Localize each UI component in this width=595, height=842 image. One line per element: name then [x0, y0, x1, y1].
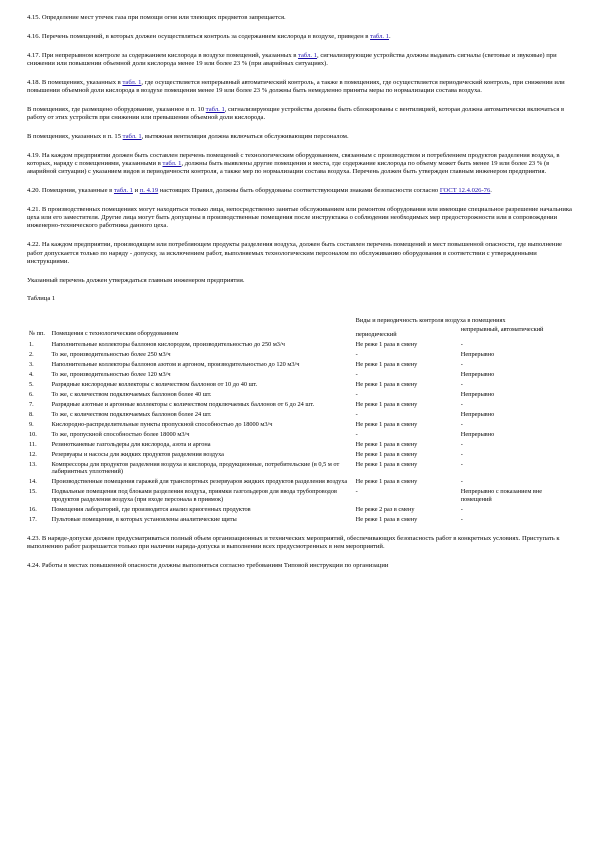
- row-continuous: -: [460, 450, 463, 458]
- row-periodic: Не реже 1 раза в смену: [355, 450, 418, 458]
- row-continuous: -: [460, 341, 463, 349]
- table-caption: Таблица 1: [27, 295, 56, 303]
- paragraph-text: , где осуществляется непрерывный автоматический контроль, а также в помещениях, где осуществляется периодический контроль, при снижении или повышении объемной доли кислорода в воздухе помещения менее 19 или более 23 % должны быть немедленно приняты меры по нормализации состава воздуха.: [27, 78, 565, 94]
- reference-link[interactable]: табл. 1: [113, 187, 133, 195]
- paragraph-text: 4.23. В наряде-допуске должен предусматриваться полный объем организационных и технических мероприятий, обеспечивающих безопасность работ в конкретных условиях. Приступать к выполнению работ разрешается только при наличии наряда-допуска и выполнении всех предусмотренных в нем мероприятий.: [27, 534, 560, 550]
- row-continuous: Непрерывно: [460, 390, 495, 398]
- row-continuous: Непрерывно: [460, 351, 495, 359]
- row-room: То же, с количеством подключаемых баллонов более 24 шт.: [51, 410, 212, 418]
- row-number: 5.: [29, 380, 34, 388]
- row-continuous: -: [460, 505, 463, 513]
- table-row: [27, 460, 567, 478]
- row-number: 1.: [29, 341, 34, 349]
- row-number: 14.: [29, 478, 37, 486]
- table-row: [27, 370, 567, 380]
- row-room: Наполнительные коллекторы баллонов кислородом, производительностью до 250 м3/ч: [51, 341, 285, 349]
- row-room: Помещения лабораторий, где производится анализ криогенных продуктов: [51, 505, 251, 513]
- row-periodic: Не реже 1 раза в смену: [355, 478, 418, 486]
- row-number: 2.: [29, 351, 34, 359]
- paragraph: [27, 106, 572, 123]
- row-periodic: Не реже 1 раза в смену: [355, 341, 418, 349]
- reference-link[interactable]: табл. 1: [122, 132, 142, 140]
- paragraph: [27, 535, 572, 552]
- row-number: 8.: [29, 410, 34, 418]
- table-row: [27, 410, 567, 420]
- row-continuous: Непрерывно с показанием вне помещений: [460, 488, 543, 503]
- paragraph: [27, 133, 572, 141]
- row-continuous: -: [460, 361, 463, 369]
- row-room: Резервуары и насосы для жидких продуктов разделения воздуха: [51, 450, 224, 458]
- reference-link[interactable]: п. 4.19: [139, 187, 159, 195]
- table-body: [27, 340, 567, 525]
- row-room: Разрядные кислородные коллекторы с количеством баллонов от 10 до 40 шт.: [51, 380, 258, 388]
- row-periodic: -: [355, 410, 358, 418]
- rooms-table: [27, 316, 567, 525]
- row-periodic: Не реже 1 раза в смену: [355, 361, 418, 369]
- table-row: [27, 515, 567, 525]
- row-number: 15.: [29, 488, 37, 496]
- document-page: [27, 14, 572, 580]
- paragraph-text: и: [132, 187, 140, 195]
- table-row: [27, 450, 567, 460]
- paragraph: [27, 241, 572, 266]
- paragraph-text: 4.24. Работы в местах повышенной опасности должны выполняться согласно требованиям Типовой инструкции по организации: [27, 561, 389, 569]
- paragraph-text: 4.16. Перечень помещений, в которых должен осуществляться контроль за содержанием кислорода в воздухе, приведен в: [27, 32, 371, 40]
- row-periodic: -: [355, 390, 358, 398]
- reference-link[interactable]: ГОСТ 12.4.026-76: [439, 187, 491, 195]
- row-room: Кислородно-распределительные пункты пропускной способностью до 18000 м3/ч: [51, 420, 273, 428]
- row-room: То же, производительностью более 250 м3/ч: [51, 351, 171, 359]
- table-row: [27, 487, 567, 505]
- paragraph: [27, 562, 572, 570]
- paragraph-text: , вытяжная вентиляция должна включаться обслуживающим персоналом.: [141, 132, 349, 140]
- header-control-group: Виды и периодичность контроля воздуха в помещениях: [355, 316, 506, 324]
- row-number: 7.: [29, 400, 34, 408]
- row-continuous: -: [460, 420, 463, 428]
- paragraph-text: Указанный перечень должен утверждаться главным инженером предприятия.: [27, 276, 245, 284]
- reference-link[interactable]: табл. 1: [298, 51, 318, 59]
- row-continuous: -: [460, 380, 463, 388]
- row-number: 3.: [29, 361, 34, 369]
- reference-link[interactable]: табл. 1: [122, 78, 142, 86]
- bottom-section: [27, 535, 572, 570]
- row-periodic: -: [355, 351, 358, 359]
- paragraph-text: настоящих Правил, должны быть оборудованы соответствующими знаками безопасности согласно: [158, 187, 440, 195]
- row-periodic: Не реже 1 раза в смену: [355, 420, 418, 428]
- row-number: 16.: [29, 505, 37, 513]
- paragraph-text: , должны быть выявлены другие помещения и места, где содержание кислорода по объему может быть менее 19 или более 23 % (в аварийной ситуации) с указанием видов и периодичности контроля, а также мер по нормализации состава воздуха. Перечень должен быть утвержден главным инженером предприятия.: [27, 159, 550, 176]
- row-periodic: Не реже 1 раза в смену: [355, 440, 418, 448]
- paragraph-text: , сигнализирующие устройства должны быть сблокированы с вентиляцией, которая должна автоматически включаться в работу от этих устройств при снижении или превышении объемной доли кислорода.: [27, 105, 565, 122]
- paragraph-text: В помещениях, указанных в п. 15: [27, 132, 123, 140]
- row-continuous: Непрерывно: [460, 430, 495, 438]
- paragraph-text: 4.17. При непрерывном контроле за содержанием кислорода в воздухе помещений, указанных в: [27, 51, 299, 59]
- row-number: 9.: [29, 420, 34, 428]
- table-row: [27, 440, 567, 450]
- table-row: [27, 400, 567, 410]
- paragraph: [27, 14, 572, 22]
- row-room: То же, пропускной способностью более 18000 м3/ч: [51, 430, 190, 438]
- row-continuous: -: [460, 400, 463, 408]
- row-room: Пультовые помещения, в которых установлены аналитические щиты: [51, 515, 237, 523]
- reference-link[interactable]: табл. 1: [370, 32, 389, 40]
- row-number: 4.: [29, 371, 34, 379]
- table-row: [27, 390, 567, 400]
- paragraph-text: В помещениях, где размещено оборудование, указанное в п. 10: [27, 105, 206, 113]
- row-periodic: -: [355, 371, 358, 379]
- row-room: Производственные помещения гаражей для транспортных резервуаров жидких продуктов разделения воздуха: [51, 478, 348, 486]
- paragraph: [27, 79, 572, 96]
- paragraph-text: 4.21. В производственных помещениях могут находиться только лица, непосредственно занятые обслуживанием или ремонтом оборудования или имеющие специальное разрешение начальника цеха или его заместителя. Другие лица могут быть допущены в производственные помещения после инструктажа о соблюдении необходимых мер предосторожности или в сопровождении инженерно-технического работника данного цеха.: [27, 205, 572, 230]
- header-continuous: непрерывный, автоматический: [460, 326, 544, 334]
- paragraph: [27, 52, 572, 69]
- row-room: Разрядные азотные и аргонные коллекторы с количеством подключаемых баллонов от 6 до 24 шт.: [51, 400, 315, 408]
- paragraph-text: .: [389, 32, 391, 40]
- paragraph-text: 4.15. Определение мест утечек газа при помощи огня или тлеющих предметов запрещается.: [27, 14, 286, 21]
- row-room: То же, производительностью более 120 м3/ч: [51, 371, 171, 379]
- reference-link[interactable]: табл. 1: [205, 105, 225, 113]
- row-room: Компрессоры для продуктов разделения воздуха и кислорода, продукционные, потребительские (в 0,5 м от лабиринтных уплотнений): [51, 460, 340, 476]
- top-section: [27, 14, 572, 285]
- row-continuous: -: [460, 460, 463, 468]
- row-number: 6.: [29, 390, 34, 398]
- paragraph: [27, 33, 572, 41]
- row-number: 17.: [29, 515, 37, 523]
- table-row: [27, 340, 567, 350]
- row-periodic: Не реже 1 раза в смену: [355, 515, 418, 523]
- table-row: [27, 430, 567, 440]
- table-row: [27, 380, 567, 390]
- row-continuous: -: [460, 478, 463, 486]
- row-room: Резинотканевые газгольдеры для кислорода, азота и аргона: [51, 440, 211, 448]
- row-periodic: Не реже 1 раза в смену: [355, 380, 418, 388]
- paragraph-text: , сигнализирующие устройства должны выдавать сигналы (световые и звуковые) при снижении или повышении объемной доли кислорода менее 19 или более 23 % (при аварийных ситуациях).: [27, 51, 557, 67]
- paragraph-text: .: [490, 187, 492, 195]
- paragraph-text: 4.22. На каждом предприятии, производящем или потребляющем продукты разделения воздуха, должен быть составлен перечень помещений и мест повышенной опасности, где выполнение работ допускается только по наряду - допуску, за исключением работ, выполняемых технологическим персоналом по обслуживанию оборудования в соответствии с утвержденными инструкциями.: [27, 241, 562, 265]
- row-periodic: -: [355, 488, 358, 496]
- paragraph: [27, 277, 572, 285]
- row-periodic: -: [355, 430, 358, 438]
- reference-link[interactable]: табл. 1: [162, 159, 182, 167]
- row-number: 12.: [29, 450, 37, 458]
- header-periodic: периодический: [355, 331, 397, 339]
- row-continuous: Непрерывно: [460, 371, 495, 379]
- header-num: № пп.: [29, 329, 45, 337]
- row-number: 13.: [29, 460, 37, 468]
- table-row: [27, 360, 567, 370]
- row-room: Наполнительные коллекторы баллонов азотом и аргоном, производительностью до 120 м3/ч: [51, 361, 300, 369]
- row-periodic: Не реже 1 раза в смену: [355, 460, 418, 468]
- row-continuous: Непрерывно: [460, 410, 495, 418]
- paragraph-text: 4.19. На каждом предприятии должен быть составлен перечень помещений с технологическим оборудованием, связанным с производством и потреблением продуктов разделения воздуха, в которых, наряду с помещениями, указанными в: [27, 151, 560, 167]
- table-row: [27, 477, 567, 487]
- row-periodic: Не реже 1 раза в смену: [355, 400, 418, 408]
- row-room: Подвальные помещения под блоками разделения воздуха, приямки газгольдеров для ввода трубопроводов продуктов разделения воздуха (при входе персонала в приямок): [51, 488, 337, 503]
- paragraph: [27, 187, 572, 195]
- paragraph: [27, 152, 572, 177]
- table-row: [27, 420, 567, 430]
- table-row: [27, 505, 567, 515]
- table-row: [27, 350, 567, 360]
- paragraph-text: 4.18. В помещениях, указанных в: [27, 78, 123, 86]
- row-periodic: Не реже 2 раз в смену: [355, 505, 415, 513]
- paragraph: [27, 206, 572, 231]
- paragraph-text: 4.20. Помещения, указанные в: [27, 187, 114, 195]
- row-number: 11.: [29, 440, 37, 448]
- row-continuous: -: [460, 440, 463, 448]
- row-number: 10.: [29, 430, 37, 438]
- row-room: То же, с количеством подключаемых баллонов более 40 шт.: [51, 390, 212, 398]
- header-rooms: Помещения с технологическим оборудованием: [51, 329, 179, 337]
- row-continuous: -: [460, 515, 463, 523]
